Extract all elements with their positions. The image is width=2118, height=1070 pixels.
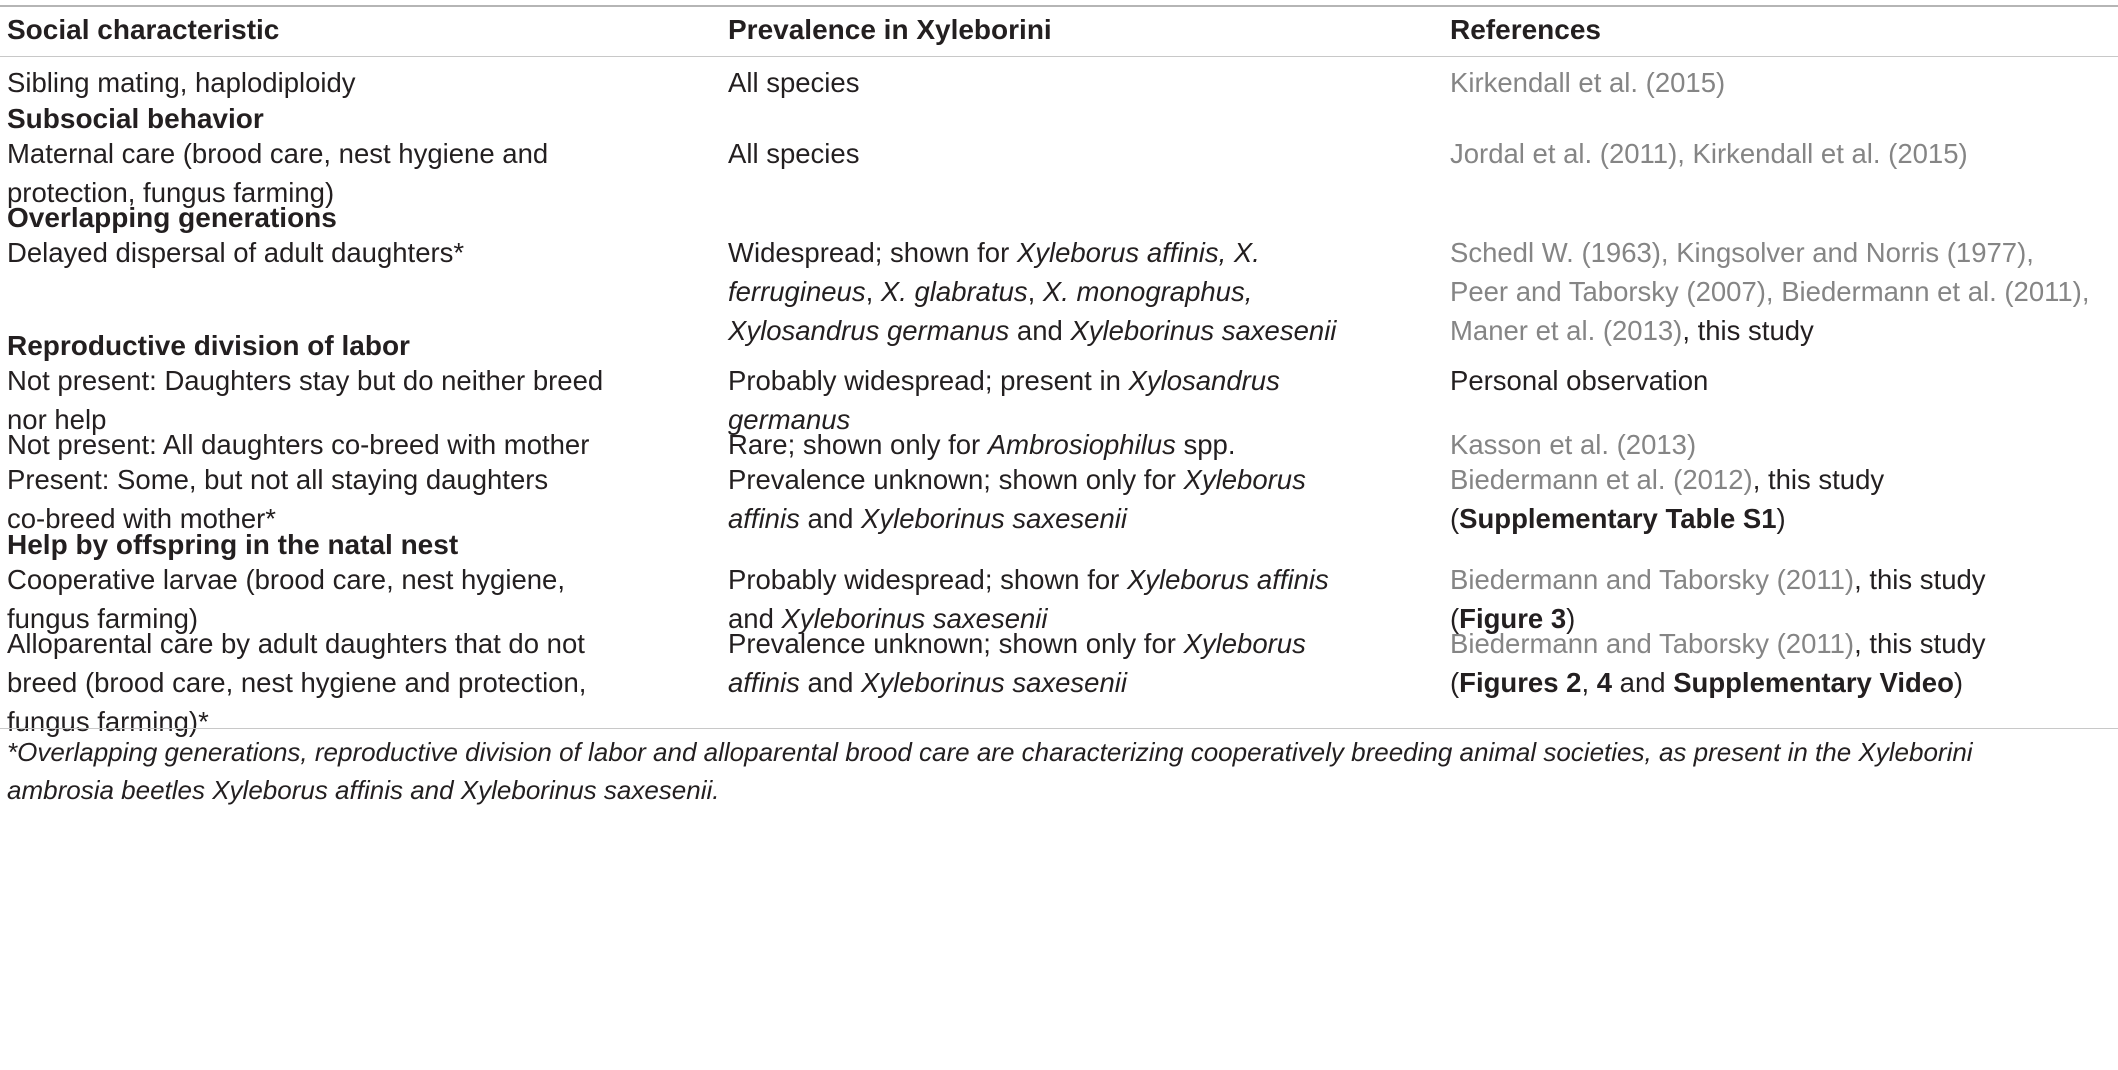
header-prevalence: Prevalence in Xyleborini xyxy=(728,14,1052,45)
table-row-reference: Biedermann and Taborsky (2011), this study (Figure 3) xyxy=(1450,564,1986,634)
table-footnote: *Overlapping generations, reproductive division of labor and alloparental brood care are characterizing cooperatively breeding animal societies, as present in the Xyleborini ambrosia beetles Xyleborus affinis and Xyleborinus saxesenii. xyxy=(7,737,1973,805)
table-row-prevalence: Prevalence unknown; shown only for Xyleborus affinis and Xyleborinus saxesenii xyxy=(728,628,1306,698)
header-social-characteristic: Social characteristic xyxy=(7,14,280,45)
group-heading-help-by-offspring: Help by offspring in the natal nest xyxy=(7,529,459,560)
supplementary-table-link[interactable]: Supplementary Table S1 xyxy=(1459,503,1777,534)
table-row-characteristic: Alloparental care by adult daughters that do not breed (brood care, nest hygiene and protection, fungus farming)* xyxy=(7,628,587,737)
table-row-characteristic: Present: Some, but not all staying daughters co-breed with mother* xyxy=(7,464,549,534)
table-row-reference: Schedl W. (1963), Kingsolver and Norris (1977), Peer and Taborsky (2007), Biedermann et al. (2011), Maner et al. (2013), this study xyxy=(1450,237,2090,346)
figures-2-link[interactable]: Figures 2 xyxy=(1459,667,1582,698)
table-row-reference: Jordal et al. (2011), Kirkendall et al. (2015) xyxy=(1450,138,1968,169)
table-row-reference: Biedermann and Taborsky (2011), this study (Figures 2, 4 and Supplementary Video) xyxy=(1450,628,1986,698)
table-row-prevalence: Prevalence unknown; shown only for Xyleborus affinis and Xyleborinus saxesenii xyxy=(728,464,1306,534)
group-heading-subsocial: Subsocial behavior xyxy=(7,103,264,134)
table-row-characteristic: Sibling mating, haplodiploidy xyxy=(7,67,356,98)
table-row-reference: Personal observation xyxy=(1450,365,1709,396)
table-row-characteristic: Not present: All daughters co-breed with mother xyxy=(7,429,590,460)
figure-3-link[interactable]: Figure 3 xyxy=(1459,603,1567,634)
figure-4-link[interactable]: 4 xyxy=(1596,667,1613,698)
top-rule xyxy=(0,5,2118,7)
table-row-characteristic: Maternal care (brood care, nest hygiene and protection, fungus farming) xyxy=(7,138,549,208)
table-row-prevalence: Rare; shown only for Ambrosiophilus spp. xyxy=(728,429,1236,460)
table-row-reference: Kasson et al. (2013) xyxy=(1450,429,1697,460)
table-row-prevalence: Widespread; shown for Xyleborus affinis, X. ferrugineus, X. glabratus, X. monographus, Xylosandrus germanus and Xyleborinus saxesenii xyxy=(728,237,1337,346)
header-references: References xyxy=(1450,14,1601,45)
table-row-prevalence: Probably widespread; shown for Xyleborus affinis and Xyleborinus saxesenii xyxy=(728,564,1329,634)
group-heading-overlapping: Overlapping generations xyxy=(7,202,337,233)
table-row-characteristic: Not present: Daughters stay but do neither breed nor help xyxy=(7,365,604,435)
table-row-prevalence: All species xyxy=(728,138,860,169)
table-row-reference: Kirkendall et al. (2015) xyxy=(1450,67,1726,98)
table-row-prevalence: All species xyxy=(728,67,860,98)
table-row-reference: Biedermann et al. (2012), this study (Supplementary Table S1) xyxy=(1450,464,1885,534)
table-row-characteristic: Cooperative larvae (brood care, nest hygiene, fungus farming) xyxy=(7,564,565,634)
table-row-prevalence: Probably widespread; present in Xylosandrus germanus xyxy=(728,365,1280,435)
bottom-rule xyxy=(0,728,2118,729)
header-rule xyxy=(0,56,2118,57)
table-row-characteristic: Delayed dispersal of adult daughters* xyxy=(7,237,465,268)
group-heading-division-of-labor: Reproductive division of labor xyxy=(7,330,410,361)
supplementary-video-link[interactable]: Supplementary Video xyxy=(1673,667,1954,698)
